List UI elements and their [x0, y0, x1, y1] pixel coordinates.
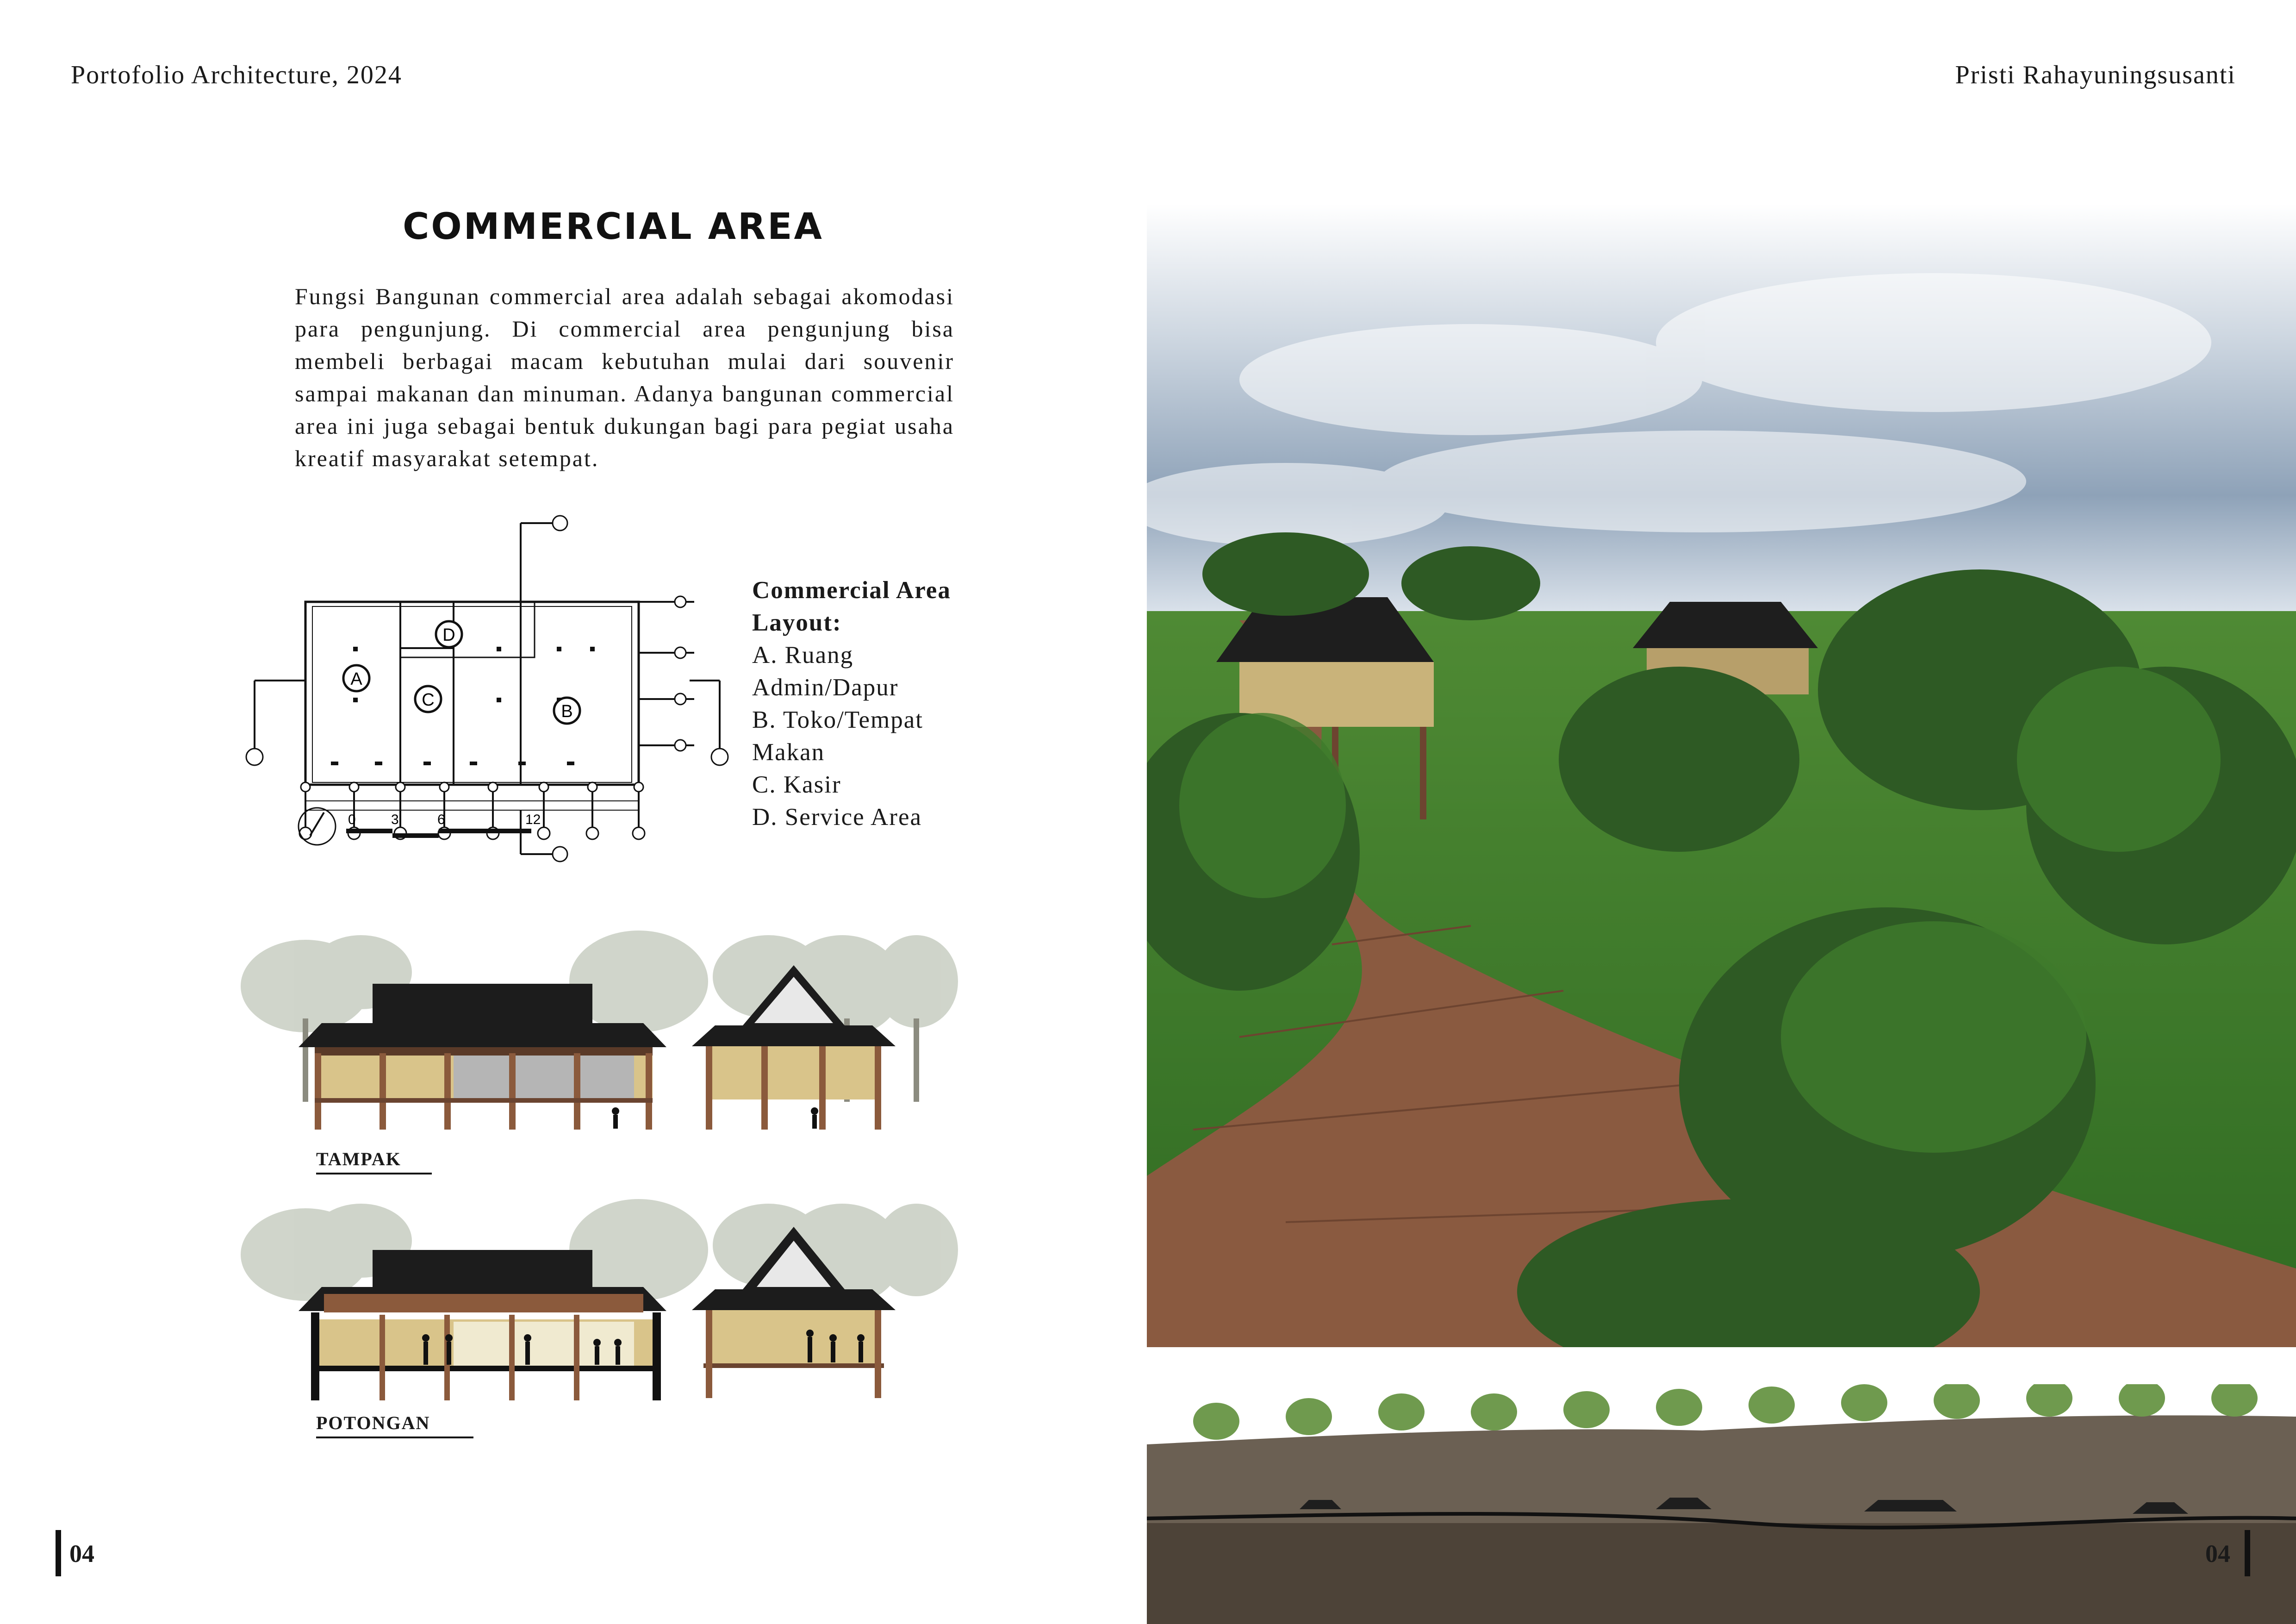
legend-item: A. Ruang: [752, 642, 854, 668]
floor-plan-drawing: [241, 509, 750, 880]
legend-title-line2: Layout:: [752, 609, 842, 636]
legend-item: C. Kasir: [752, 771, 841, 798]
portfolio-header: Portofolio Architecture, 2024: [71, 61, 402, 89]
north-arrow-icon: [299, 808, 336, 845]
legend-item: Admin/Dapur: [752, 674, 899, 701]
site-section-render: [1147, 1384, 2296, 1624]
page-number-bar-left: [56, 1530, 61, 1576]
scale-tick: 3: [391, 812, 399, 827]
room-tag-c: C: [422, 690, 435, 710]
legend-item: B. Toko/Tempat: [752, 706, 923, 733]
room-tag-d: D: [442, 625, 455, 645]
layout-legend: [752, 574, 951, 833]
legend-title-line1: Commercial Area: [752, 577, 951, 604]
perspective-render: [1147, 204, 2296, 1347]
page-number-bar-right: [2245, 1530, 2250, 1576]
tampak-label: TAMPAK: [316, 1148, 432, 1174]
potongan-label: POTONGAN: [316, 1412, 473, 1438]
legend-item: D. Service Area: [752, 804, 922, 831]
room-tag-a: A: [350, 669, 362, 689]
scale-tick: 0: [348, 812, 356, 827]
section-drawing: [231, 1194, 963, 1407]
scale-tick: 6: [437, 812, 445, 827]
author-name: Pristi Rahayuningsusanti: [1955, 61, 2236, 89]
page-title: COMMERCIAL AREA: [403, 206, 824, 248]
page-number-left: 04: [69, 1540, 94, 1568]
description-paragraph: Fungsi Bangunan commercial area adalah sebagai akomodasi para pengunjung. Di commercial area pengunjung bisa membeli berbagai macam kebutuhan mulai dari souvenir sampai makanan dan minuman. Adanya bangunan commercial area ini juga sebagai bentuk dukungan bagi para pegiat usaha kreatif masyarakat setempat.: [295, 283, 954, 471]
page-number-right: 04: [2205, 1540, 2230, 1568]
scale-tick: 12: [525, 812, 541, 827]
legend-item: Makan: [752, 739, 825, 766]
elevation-drawing: [231, 926, 963, 1143]
room-tag-b: B: [561, 702, 573, 721]
